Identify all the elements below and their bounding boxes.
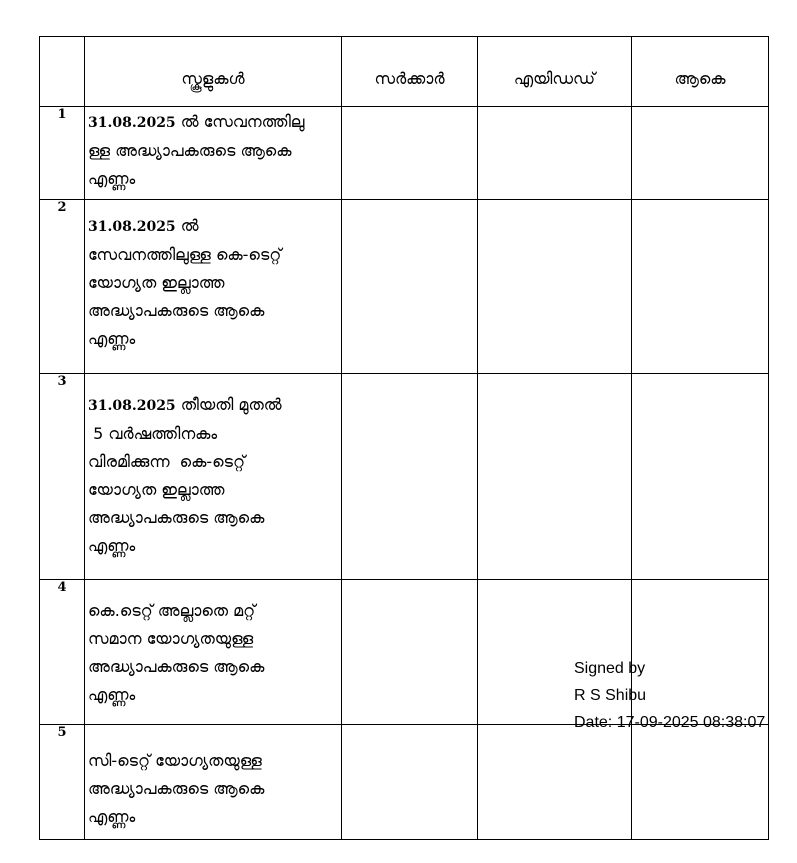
aided-cell[interactable] xyxy=(478,725,632,840)
description-line-3: എണ്ണം xyxy=(88,807,136,826)
row-number: 2 xyxy=(40,200,85,374)
row-number: 4 xyxy=(40,580,85,725)
header-serial xyxy=(40,37,85,107)
description-line-1: സി-ടെറ്റ് യോഗ്യതയുള്ള xyxy=(88,751,262,770)
row-description xyxy=(85,374,342,580)
government-cell[interactable] xyxy=(342,725,478,840)
description-date: 31.08.2025 xyxy=(88,115,176,131)
description-line-3: വിരമിക്കുന്ന കെ-ടെറ്റ് xyxy=(88,452,246,471)
description-line-3: യോഗ്യത ഇല്ലാത്ത xyxy=(88,273,225,292)
description-line-2: സമാന യോഗ്യതയുള്ള xyxy=(88,629,254,648)
government-cell[interactable] xyxy=(342,580,478,725)
table-row xyxy=(40,725,769,840)
table-header-row xyxy=(40,37,769,107)
description-line-2: ള്ള അദ്ധ്യാപകരുടെ ആകെ xyxy=(88,141,292,160)
aided-cell[interactable] xyxy=(478,200,632,374)
signature-date: Date: 17-09-2025 08:38:07 xyxy=(574,714,766,731)
signature-name: R S Shibu xyxy=(574,687,647,704)
row-description xyxy=(85,200,342,374)
table-row xyxy=(40,374,769,580)
description-line-4: എണ്ണം xyxy=(88,685,136,704)
row-number: 1 xyxy=(40,107,85,200)
total-cell[interactable] xyxy=(632,725,769,840)
table-row xyxy=(40,107,769,200)
row-description xyxy=(85,725,342,840)
total-cell[interactable] xyxy=(632,374,769,580)
total-cell[interactable] xyxy=(632,107,769,200)
header-aided: എയിഡഡ് xyxy=(478,37,632,107)
description-line-2: 5 വർഷത്തിനകം xyxy=(88,424,218,443)
row-number: 3 xyxy=(40,374,85,580)
description-date: 31.08.2025 xyxy=(88,398,176,414)
description-line-4: അദ്ധ്യാപകരുടെ ആകെ xyxy=(88,301,265,320)
description-line-2: സേവനത്തിലുള്ള കെ-ടെറ്റ് xyxy=(88,245,282,264)
table-row xyxy=(40,200,769,374)
government-cell[interactable] xyxy=(342,200,478,374)
row-number: 5 xyxy=(40,725,85,840)
government-cell[interactable] xyxy=(342,374,478,580)
description-line-3: എണ്ണം xyxy=(88,169,136,188)
header-government: സർക്കാർ xyxy=(342,37,478,107)
row-description xyxy=(85,107,342,200)
aided-cell[interactable] xyxy=(478,107,632,200)
description-line-6: എണ്ണം xyxy=(88,536,136,555)
description-line-4: യോഗ്യത ഇല്ലാത്ത xyxy=(88,480,225,499)
description-line-1: 31.08.2025 ൽ xyxy=(88,216,199,235)
description-line-5: അദ്ധ്യാപകരുടെ ആകെ xyxy=(88,508,265,527)
description-line-3: അദ്ധ്യാപകരുടെ ആകെ xyxy=(88,657,265,676)
description-line-5: എണ്ണം xyxy=(88,329,136,348)
total-cell[interactable] xyxy=(632,200,769,374)
row-description xyxy=(85,580,342,725)
description-line-1: 31.08.2025 ൽ സേവനത്തിലു xyxy=(88,112,305,131)
signature-signed-by: Signed by xyxy=(574,660,646,677)
description-line-2: അദ്ധ്യാപകരുടെ ആകെ xyxy=(88,779,265,798)
header-total: ആകെ xyxy=(632,37,769,107)
aided-cell[interactable] xyxy=(478,374,632,580)
description-line-1: കെ.ടെറ്റ് അല്ലാതെ മറ്റ് xyxy=(88,601,256,620)
description-date: 31.08.2025 xyxy=(88,219,176,235)
digital-signature xyxy=(574,655,765,736)
description-line-1: 31.08.2025 തീയതി മുതൽ xyxy=(88,395,282,414)
government-cell[interactable] xyxy=(342,107,478,200)
header-schools: സ്കൂളുകൾ xyxy=(85,37,342,107)
